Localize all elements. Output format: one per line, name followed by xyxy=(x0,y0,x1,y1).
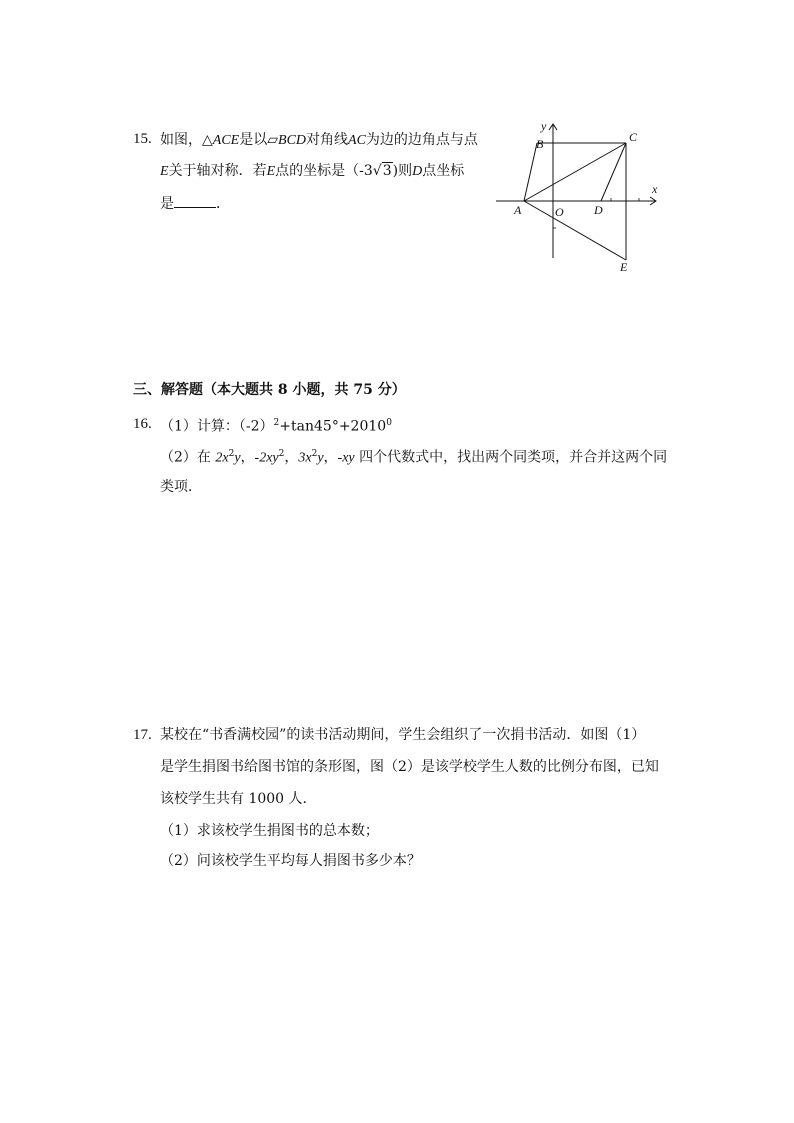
question-15-line-2: E关于轴对称．若E点的坐标是（-3√3)则D点坐标 xyxy=(160,163,465,179)
label-O: O xyxy=(555,205,564,219)
segment-AE xyxy=(524,201,626,260)
label-D: D xyxy=(594,203,603,217)
sqrt-symbol: √3 xyxy=(372,163,392,179)
question-17-sub-1: （1）求该校学生捐图书的总本数； xyxy=(160,823,379,839)
question-17-line-1: 某校在“书香满校园”的读书活动期间，学生会组织了一次捐书活动．如图（1） xyxy=(160,727,646,743)
label-y: y xyxy=(541,119,547,133)
label-E: E xyxy=(620,260,628,274)
question-16-part-2: （2）在 $2x^2y$，$-2xy^2$，$3x^2y$，-xy 四个代数式中，找出两个同类项，并合并这两个同 xyxy=(160,449,668,466)
question-15-line-3: 是 ． xyxy=(160,193,230,214)
label-x: x xyxy=(652,182,658,196)
label-C: C xyxy=(629,130,638,144)
question-17-sub-2: （2）问该校学生平均每人捐图书多少本？ xyxy=(160,853,421,869)
segment-AC xyxy=(524,143,626,201)
question-16-part-2-cont: 类项． xyxy=(160,479,202,495)
label-B: B xyxy=(536,137,544,151)
question-number: 17. xyxy=(133,727,152,743)
question-17-line-2: 是学生捐图书给图书馆的条形图，图（2）是该学校学生人数的比例分布图，已知 xyxy=(160,759,659,775)
section-heading: 三、解答题（本大题共 8 小题，共 75 分） xyxy=(133,382,406,398)
question-17-line-3: 该校学生共有 1000 人． xyxy=(160,791,317,807)
answer-blank[interactable] xyxy=(174,193,216,208)
geometry-figure xyxy=(490,118,670,278)
segment-CD xyxy=(601,143,626,201)
question-number: 15. xyxy=(133,131,152,147)
segment-AB xyxy=(524,143,537,201)
label-A: A xyxy=(514,203,522,217)
question-15-line-1: 如图，△ACE是以▱BCD对角线AC为边的边角点与点 xyxy=(160,132,478,148)
question-16-part-1: （1）计算：$(-2)^2+\tan 45^\circ+2010^0$ xyxy=(160,418,392,435)
question-number: 16. xyxy=(133,416,152,432)
